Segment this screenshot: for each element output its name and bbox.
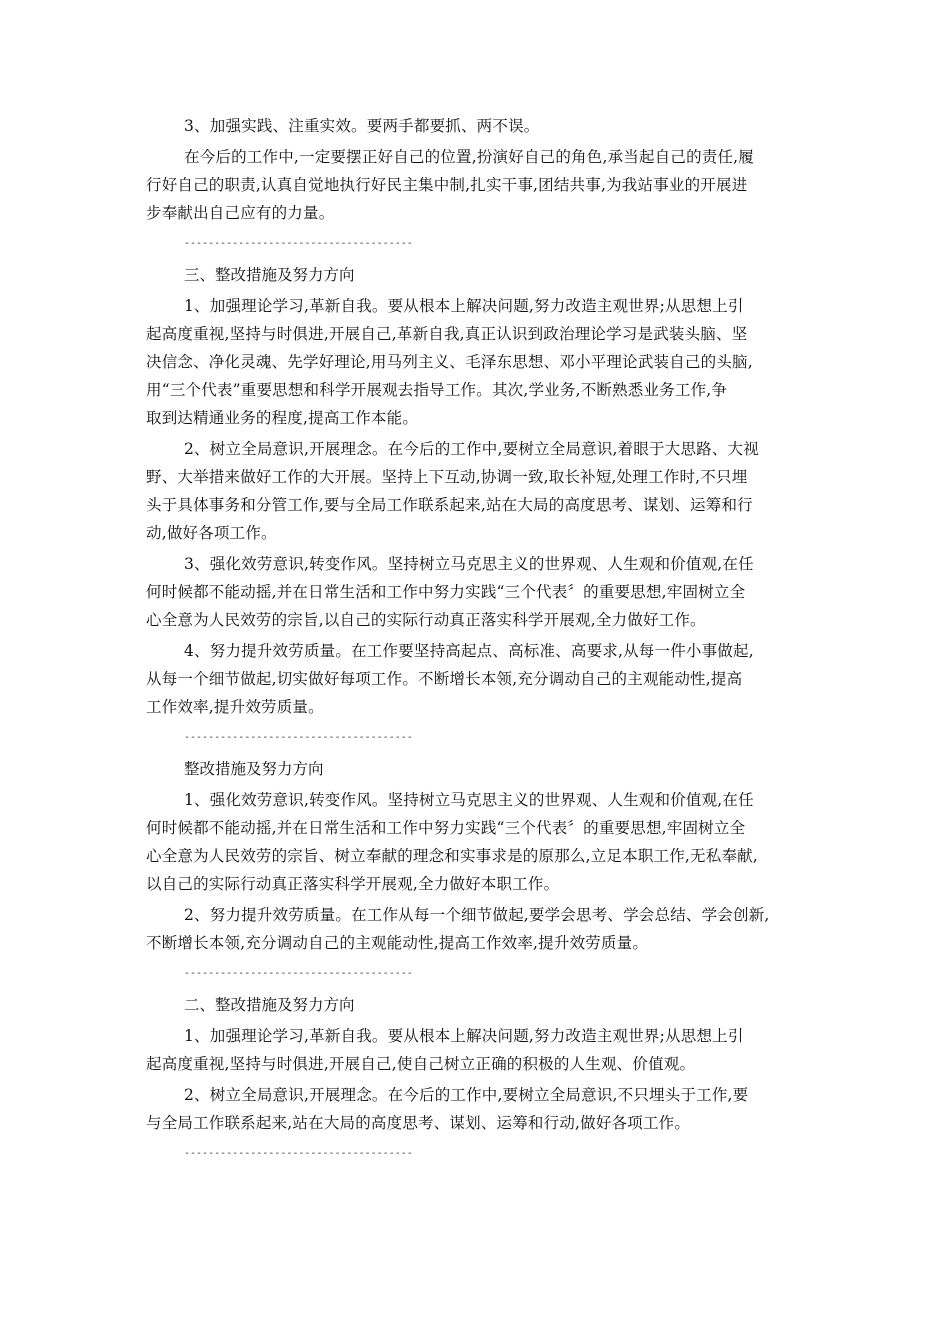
paragraph-line: 何时候都不能动摇,并在日常生活和工作中努力实践“三个代表〞的重要思想,牢固树立全 [146,819,746,837]
paragraph [146,435,811,547]
paragraph-line: 3、加强实践、注重实效。要两手都要抓、两不误。 [184,117,540,135]
section-heading: 整改措施及努力方向 [184,760,324,778]
paragraph-line: 头于具体事务和分管工作,要与全局工作联系起来,站在大局的高度思考、谋划、运筹和行 [146,496,753,514]
paragraph-line: 起高度重视,坚持与时俱进,开展自己,使自己树立正确的积极的人生观、价值观。 [146,1055,696,1073]
paragraph-line: 何时候都不能动摇,并在日常生活和工作中努力实践“三个代表〞的重要思想,牢固树立全 [146,583,746,601]
paragraph-line: 2、努力提升效劳质量。在工作从每一个细节做起,要学会思考、学会总结、学会创新, [184,906,770,924]
paragraph [146,112,811,140]
paragraph [146,786,811,898]
paragraph-line: 取到达精通业务的程度,提高工作本能。 [146,409,419,427]
paragraph-line: 步奉献出自己应有的力量。 [146,204,335,222]
paragraph-line: 动,做好各项工作。 [146,524,277,542]
paragraph-line: 1、强化效劳意识,转变作风。坚持树立马克思主义的世界观、人生观和价值观,在任 [184,791,754,809]
paragraph-line: 决信念、净化灵魂、先学好理论,用马列主义、毛泽东思想、邓小平理论武装自己的头脑, [146,353,753,371]
paragraph-line: 从每一个细节做起,切实做好每项工作。不断增长本领,充分调动自己的主观能动性,提高 [146,670,743,688]
paragraph-line: 以自己的实际行动真正落实科学开展观,全力做好本职工作。 [146,875,560,893]
paragraph-line: 2、树立全局意识,开展理念。在今后的工作中,要树立全局意识,不只埋头于工作,要 [184,1086,749,1104]
paragraph-line: 行好自己的职责,认真自觉地执行好民主集中制,扎实干事,团结共事,为我站事业的开展进 [146,176,748,194]
dashed-separator: -------------------------------------- [184,1148,413,1159]
paragraph-line: 1、加强理论学习,革新自我。要从根本上解决问题,努力改造主观世界;从思想上引 [184,297,744,315]
dashed-separator: -------------------------------------- [184,968,413,979]
paragraph-line: 心全意为人民效劳的宗旨、树立奉献的理念和实事求是的原那么,立足本职工作,无私奉献, [146,847,758,865]
paragraph [146,1022,811,1078]
document-page [146,112,811,1171]
paragraph-line: 3、强化效劳意识,转变作风。坚持树立马克思主义的世界观、人生观和价值观,在任 [184,555,754,573]
paragraph [146,292,811,432]
paragraph-line: 用“三个代表”重要思想和科学开展观去指导工作。其次,学业务,不断熟悉业务工作,争 [146,381,728,399]
paragraph-line: 4、努力提升效劳质量。在工作要坚持高起点、高标准、高要求,从每一件小事做起, [184,642,754,660]
paragraph [146,550,811,634]
paragraph-line: 不断增长本领,充分调动自己的主观能动性,提高工作效率,提升效劳质量。 [146,934,649,952]
paragraph-line: 起高度重视,坚持与时俱进,开展自己,革新自我,真正认识到政治理论学习是武装头脑、坚 [146,325,748,343]
paragraph-line: 在今后的工作中,一定要摆正好自己的位置,扮演好自己的角色,承当起自己的责任,履 [184,148,755,166]
paragraph-line: 与全局工作联系起来,站在大局的高度思考、谋划、运筹和行动,做好各项工作。 [146,1114,691,1132]
paragraph [146,637,811,721]
section-heading: 二、整改措施及努力方向 [184,996,355,1014]
paragraph-line: 心全意为人民效劳的宗旨,以自己的实际行动真正落实科学开展观,全力做好工作。 [146,611,706,629]
dashed-separator: -------------------------------------- [184,732,413,743]
paragraph-line: 1、加强理论学习,革新自我。要从根本上解决问题,努力改造主观世界;从思想上引 [184,1027,744,1045]
paragraph-line: 野、大举措来做好工作的大开展。坚持上下互动,协调一致,取长补短,处理工作时,不只埋 [146,468,748,486]
paragraph [146,901,811,957]
dashed-separator: -------------------------------------- [184,238,413,249]
paragraph-line: 工作效率,提升效劳质量。 [146,698,324,716]
paragraph [146,1081,811,1137]
section-heading: 三、整改措施及努力方向 [184,266,355,284]
paragraph [146,143,811,227]
paragraph-line: 2、树立全局意识,开展理念。在今后的工作中,要树立全局意识,着眼于大思路、大视 [184,440,759,458]
